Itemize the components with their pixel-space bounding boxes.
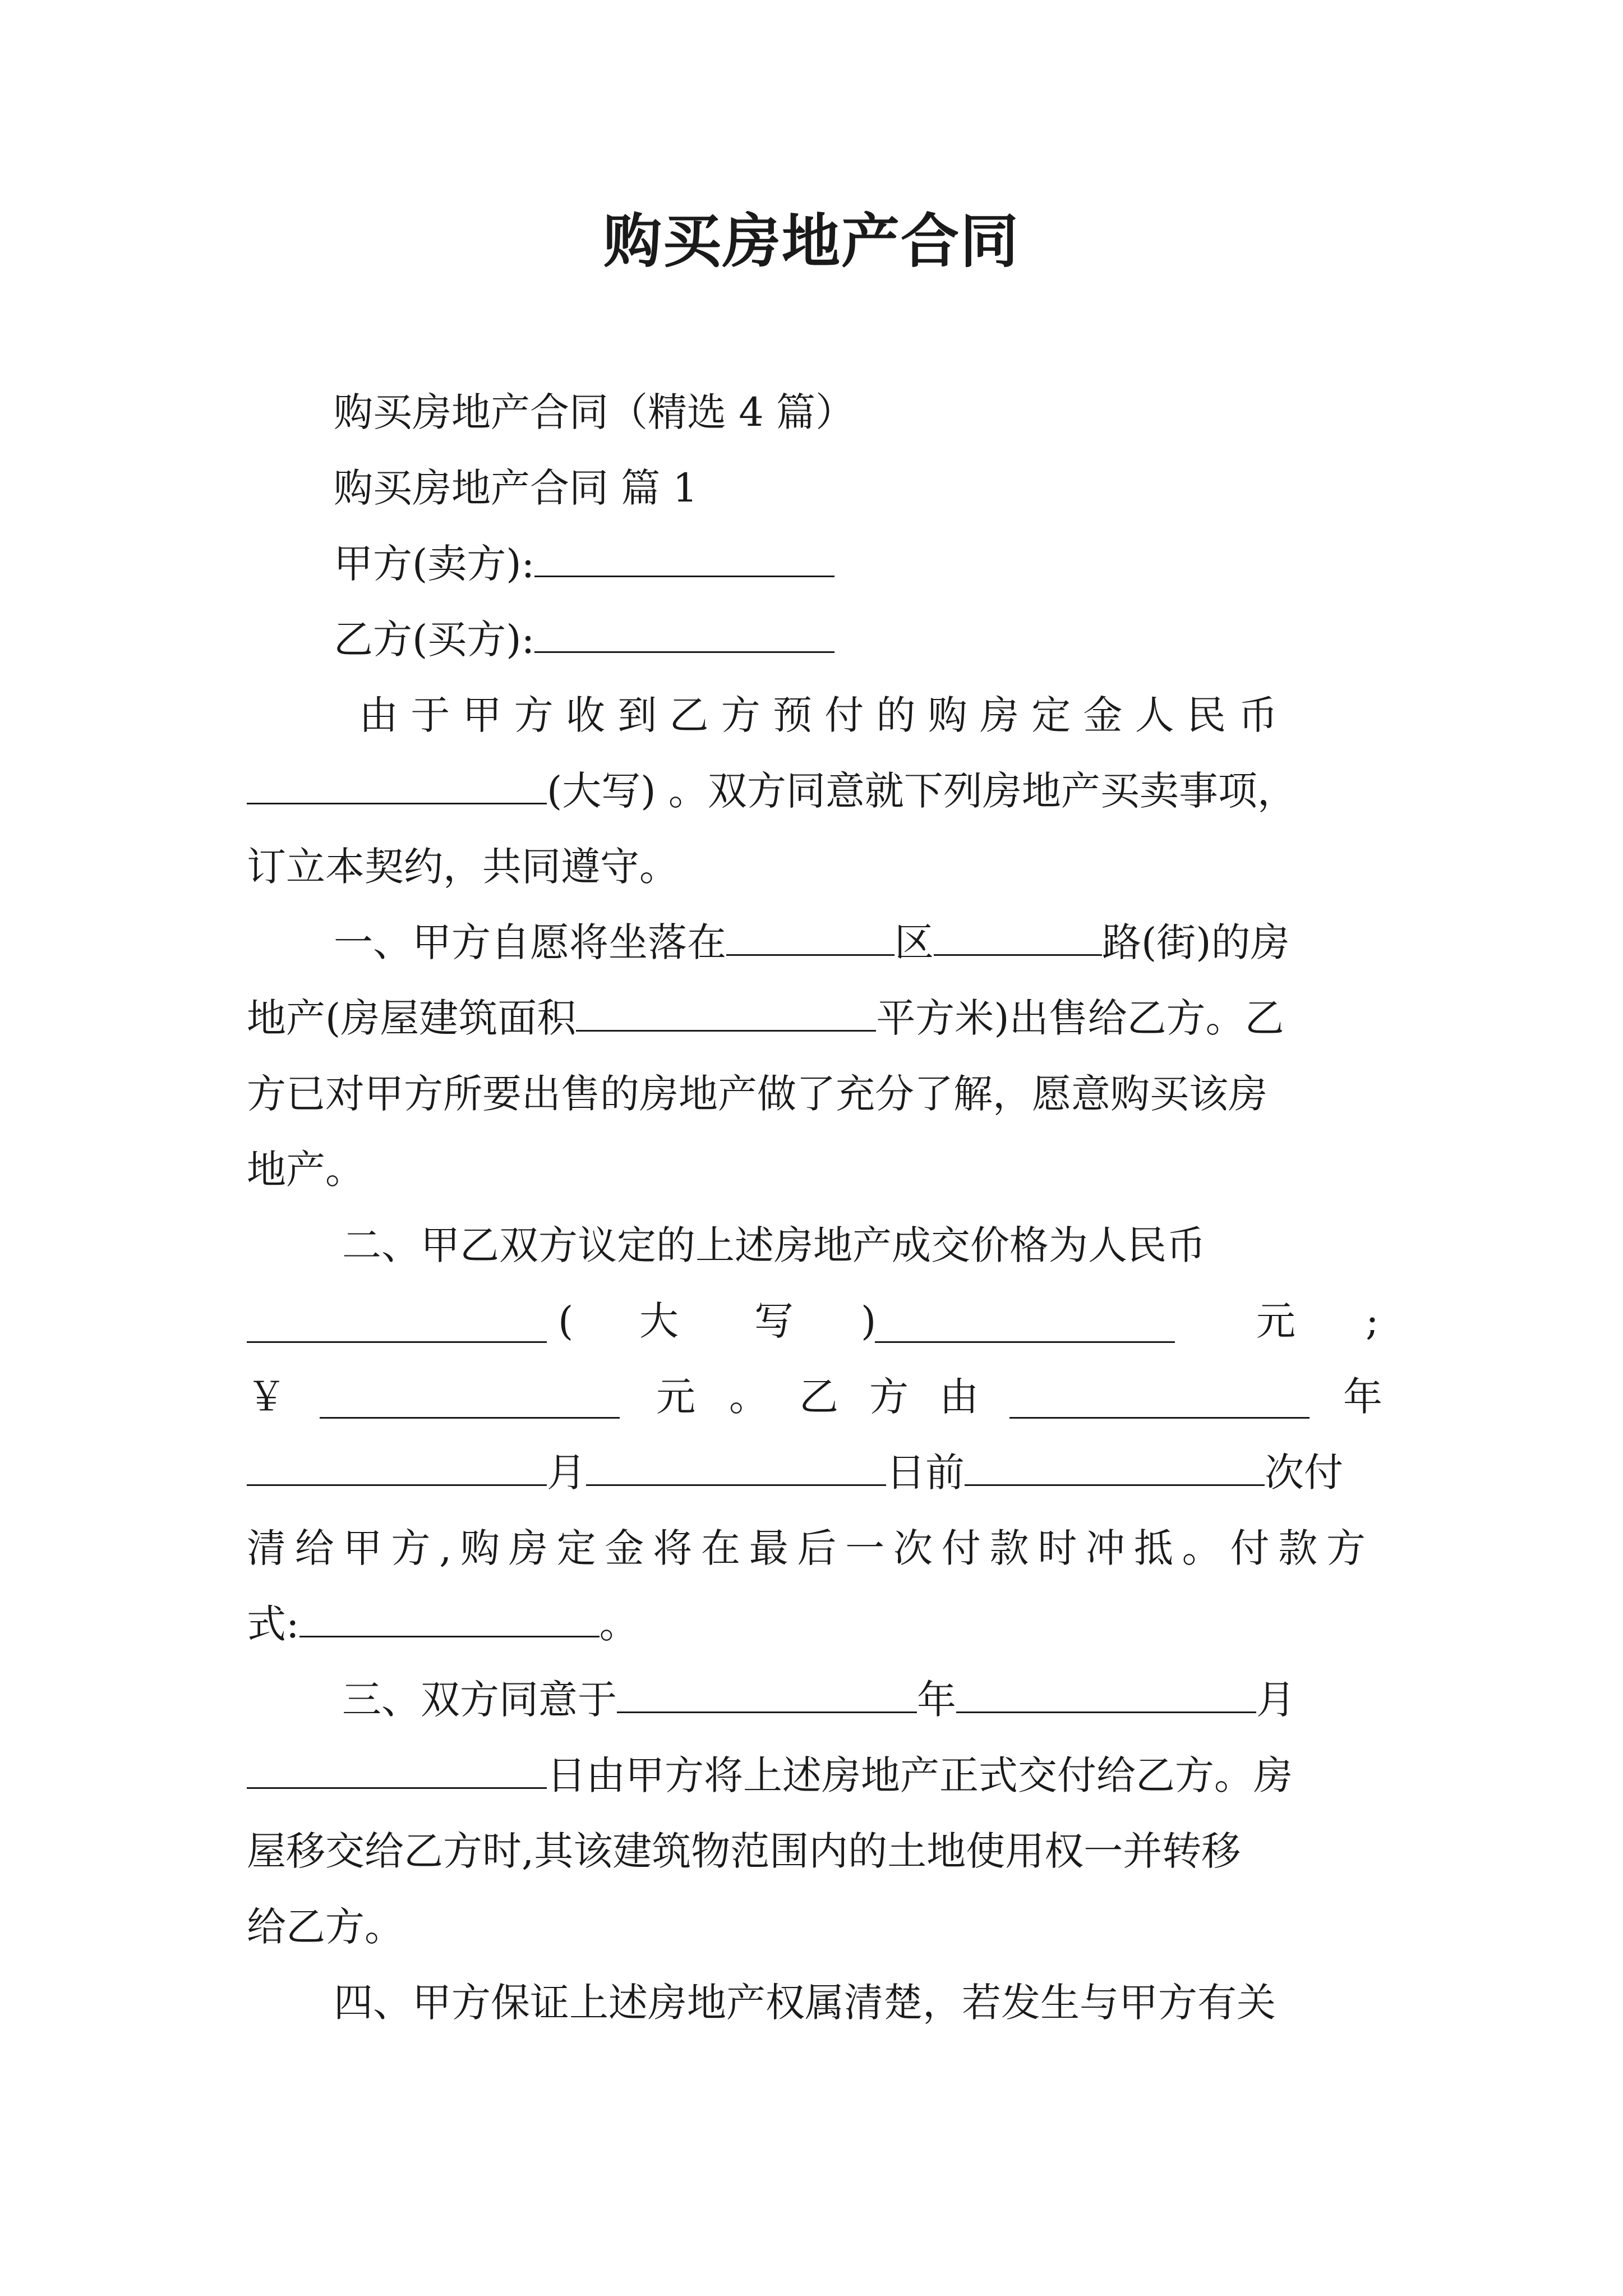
text-fang: 方 <box>869 1374 909 1420</box>
delivery-day-blank <box>247 1752 547 1789</box>
delivery-year-blank <box>617 1677 917 1713</box>
area-blank <box>576 995 876 1032</box>
clause-1-text-a: 一、甲方自愿将坐落在 <box>334 919 726 965</box>
party-a-blank <box>534 541 834 577</box>
text-times: 次付 <box>1265 1450 1343 1496</box>
clause-2-line-6 <box>247 1596 1391 1652</box>
price-blank-1 <box>247 1306 547 1343</box>
intro-line-2 <box>247 763 1391 819</box>
clause-3-line-2-text: 日由甲方将上述房地产正式交付给乙方。房 <box>547 1752 1293 1798</box>
clause-2-line-2 <box>247 1293 1391 1349</box>
clause-1-area-suffix: 平方米)出售给乙方。乙 <box>876 995 1284 1041</box>
payment-method-blank <box>299 1601 600 1637</box>
clause-2-line-3 <box>247 1369 1391 1425</box>
text-write: 写 <box>754 1298 794 1344</box>
text-semicolon: ; <box>1366 1298 1379 1344</box>
text-yi: 乙 <box>799 1374 838 1420</box>
yen-amount-blank <box>320 1382 620 1419</box>
clause-3-year: 年 <box>917 1677 956 1723</box>
delivery-month-blank <box>956 1677 1256 1713</box>
price-blank-2 <box>875 1306 1175 1343</box>
intro-line-2-text: (大写) 。双方同意就下列房地产买卖事项， <box>547 768 1297 814</box>
clause-1-text-c: 路(街)的房 <box>1102 919 1290 965</box>
intro-line-1: 由 于 甲 方 收 到 乙 方 预 付 的 购 房 定 金 人 民 币 <box>359 692 1278 738</box>
section-heading: 购买房地产合同 篇 1 <box>334 465 698 511</box>
payment-method-label: 式: <box>247 1601 299 1647</box>
deposit-amount-blank <box>247 768 547 804</box>
clause-3-line-2 <box>247 1747 1391 1803</box>
clause-1-line-3: 方已对甲方所要出售的房地产做了充分了解，愿意购买该房 <box>247 1071 1267 1117</box>
intro-line-3: 订立本契约，共同遵守。 <box>247 844 679 890</box>
clause-1-area-label: 地产(房屋建筑面积 <box>247 995 577 1041</box>
clause-2-line-5: 清给甲方,购房定金将在最后一次付款时冲抵。付款方 <box>247 1525 1366 1571</box>
clause-3-line-1 <box>342 1672 1486 1728</box>
payment-times-blank <box>965 1450 1265 1486</box>
paren-close: ) <box>861 1298 877 1344</box>
clause-1-line-1 <box>334 914 1478 970</box>
yen-symbol: ￥ <box>247 1374 286 1420</box>
party-b-label: 乙方(买方): <box>334 616 535 662</box>
document-subtitle: 购买房地产合同（精选 4 篇） <box>334 389 855 435</box>
party-a-line <box>334 536 1478 592</box>
party-a-label: 甲方(卖方): <box>334 541 535 587</box>
text-big: 大 <box>639 1298 679 1344</box>
payment-day-blank <box>586 1450 886 1486</box>
payment-month-blank <box>247 1450 547 1486</box>
clause-3-month: 月 <box>1256 1677 1295 1723</box>
party-b-line <box>334 611 1478 668</box>
clause-1-line-4: 地产。 <box>247 1147 365 1193</box>
text-month: 月 <box>547 1450 586 1496</box>
text-day-before: 日前 <box>886 1450 965 1496</box>
clause-2-line-1: 二、甲乙双方议定的上述房地产成交价格为人民币 <box>342 1222 1206 1268</box>
clause-3-line-3: 屋移交给乙方时,其该建筑物范围内的土地使用权一并转移 <box>247 1828 1241 1874</box>
clause-1-line-2 <box>247 990 1391 1046</box>
clause-3-line-4: 给乙方。 <box>247 1904 404 1950</box>
paren-open: ( <box>558 1298 574 1344</box>
text-you: 由 <box>939 1374 979 1420</box>
clause-3-text-a: 三、双方同意于 <box>342 1677 617 1723</box>
district-blank <box>726 919 895 956</box>
clause-4-line-1: 四、甲方保证上述房地产权属清楚，若发生与甲方有关 <box>334 1980 1276 2026</box>
road-blank <box>934 919 1102 956</box>
clause-2-line-4 <box>247 1444 1391 1501</box>
text-yuan-2: 元 <box>656 1374 695 1420</box>
party-b-blank <box>534 616 834 653</box>
text-year: 年 <box>1343 1374 1382 1420</box>
clause-1-text-b: 区 <box>895 919 934 965</box>
document-title: 购买房地产合同 <box>603 206 1020 275</box>
payment-year-blank <box>1009 1382 1310 1419</box>
payment-method-period: 。 <box>599 1601 639 1647</box>
text-period: 。 <box>729 1374 768 1420</box>
text-yuan-1: 元 <box>1256 1298 1295 1344</box>
